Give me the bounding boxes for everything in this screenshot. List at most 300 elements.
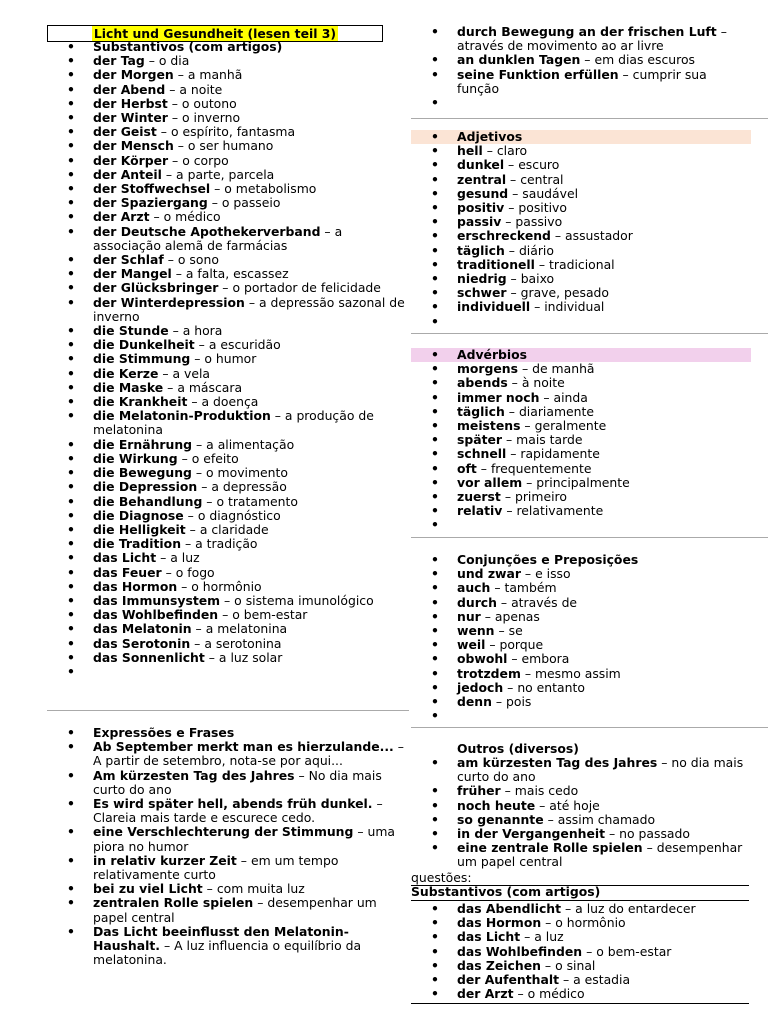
term-translation: pois bbox=[506, 694, 532, 710]
term-translation: o médico bbox=[163, 209, 221, 225]
term-german: Expressões e Frases bbox=[93, 725, 235, 740]
list-item bbox=[411, 229, 751, 243]
term-german: zentral bbox=[457, 171, 507, 187]
term-translation: no entanto bbox=[517, 679, 585, 695]
term-translation: a escuridão bbox=[208, 337, 281, 353]
list-item bbox=[411, 841, 751, 869]
term-dash: – bbox=[517, 986, 524, 1002]
list-item bbox=[47, 253, 409, 267]
section-heading bbox=[411, 130, 751, 144]
term-dash: – bbox=[510, 171, 517, 187]
term-translation: a máscara bbox=[177, 379, 243, 395]
term-german: das Wohlbefinden bbox=[93, 607, 219, 623]
term-german: an dunklen Tagen bbox=[457, 52, 581, 68]
list-item bbox=[47, 854, 409, 882]
term-translation: primeiro bbox=[514, 489, 567, 505]
list-item bbox=[411, 504, 751, 518]
term-translation: o portador de felicidade bbox=[232, 280, 381, 296]
term-translation: apenas bbox=[494, 608, 540, 624]
list-item bbox=[47, 651, 409, 665]
term-translation: frequentemente bbox=[490, 460, 592, 476]
term-dash: – bbox=[524, 929, 531, 945]
term-german: das Licht bbox=[457, 929, 521, 945]
term-translation: claro bbox=[496, 143, 528, 159]
term-dash: – bbox=[162, 365, 169, 381]
term-german: durch bbox=[457, 594, 497, 610]
term-translation: a depressão bbox=[211, 479, 287, 495]
term-dash: – bbox=[274, 408, 281, 424]
term-translation: o tratamento bbox=[216, 493, 298, 509]
others-heading: Outros (diversos) bbox=[457, 741, 579, 756]
list-item bbox=[411, 53, 751, 67]
term-translation: o movimento bbox=[206, 465, 288, 481]
list-item bbox=[411, 25, 751, 53]
term-translation: mais tarde bbox=[516, 432, 583, 448]
term-translation: No dia mais curto do ano bbox=[93, 767, 382, 797]
list-item bbox=[47, 338, 409, 352]
list-item bbox=[411, 945, 751, 959]
term-dash: – bbox=[206, 493, 213, 509]
term-dash: – bbox=[222, 280, 229, 296]
list-item bbox=[47, 125, 409, 139]
list-item bbox=[411, 158, 751, 172]
list-item bbox=[47, 769, 409, 797]
term-translation: com muita luz bbox=[216, 881, 305, 897]
list-item bbox=[411, 272, 751, 286]
term-dash: – bbox=[565, 901, 572, 916]
list-item bbox=[411, 930, 751, 944]
term-translation: a parte, parcela bbox=[176, 166, 275, 182]
term-german: eine zentrale Rolle spielen bbox=[457, 840, 643, 856]
term-translation: a hora bbox=[182, 323, 223, 339]
list-item bbox=[411, 173, 751, 187]
term-dash: – bbox=[257, 895, 264, 911]
term-german: noch heute bbox=[457, 797, 536, 813]
term-german: der Winterdepression bbox=[93, 294, 245, 310]
term-dash: – bbox=[196, 436, 203, 452]
term-dash: – bbox=[181, 450, 188, 466]
term-dash: – bbox=[198, 337, 205, 353]
term-translation: a luz bbox=[534, 929, 564, 945]
term-german: abends bbox=[457, 375, 508, 391]
term-german: so genannte bbox=[457, 811, 544, 827]
term-german: denn bbox=[457, 694, 492, 710]
term-dash: – bbox=[214, 181, 221, 197]
term-translation: o hormônio bbox=[191, 578, 262, 594]
term-german: die Krankheit bbox=[93, 394, 188, 410]
conjunctions-list bbox=[411, 553, 751, 709]
list-item bbox=[47, 594, 409, 608]
term-dash: – bbox=[510, 446, 517, 462]
term-german: morgens bbox=[457, 361, 519, 377]
list-item bbox=[411, 973, 751, 987]
list-item bbox=[411, 784, 751, 798]
term-dash: – bbox=[357, 824, 364, 840]
list-item bbox=[47, 608, 409, 622]
term-german: dunkel bbox=[457, 157, 505, 173]
list-item bbox=[47, 551, 409, 565]
term-german: individuell bbox=[457, 299, 531, 315]
list-item bbox=[47, 409, 409, 437]
term-translation: o bem-estar bbox=[232, 607, 308, 623]
term-german: täglich bbox=[457, 242, 505, 258]
term-dash: – bbox=[500, 594, 508, 610]
term-translation: embora bbox=[521, 651, 570, 667]
term-dash: – bbox=[505, 214, 512, 230]
term-dash: – bbox=[194, 351, 201, 367]
list-item bbox=[411, 244, 751, 258]
list-item bbox=[411, 300, 751, 314]
term-dash: – bbox=[507, 679, 514, 695]
term-german: das Feuer bbox=[93, 564, 162, 580]
adverbs-list bbox=[411, 348, 751, 518]
term-german: das Melatonin bbox=[93, 621, 192, 637]
term-dash: – bbox=[498, 623, 505, 639]
term-dash: – bbox=[538, 256, 546, 272]
term-translation: o dia bbox=[158, 53, 190, 69]
term-translation: positivo bbox=[518, 200, 567, 216]
term-translation: a vela bbox=[172, 365, 210, 381]
term-dash: – bbox=[539, 797, 546, 813]
term-dash: – bbox=[211, 195, 218, 211]
term-german: der Anteil bbox=[93, 166, 162, 182]
term-translation: a claridade bbox=[199, 521, 269, 537]
term-dash: – bbox=[534, 299, 541, 315]
term-german: Es wird später hell, abends früh dunkel. bbox=[93, 796, 373, 812]
list-item bbox=[47, 97, 409, 111]
term-german: relativ bbox=[457, 503, 503, 519]
list-item bbox=[411, 68, 751, 96]
term-german: die Stunde bbox=[93, 323, 169, 339]
section-divider bbox=[411, 118, 768, 119]
list-item bbox=[411, 959, 751, 973]
term-dash: – bbox=[175, 266, 182, 282]
term-translation: baixo bbox=[520, 271, 555, 287]
term-dash: – bbox=[512, 185, 519, 201]
term-dash: – bbox=[526, 474, 533, 490]
term-dash: – bbox=[160, 550, 167, 566]
term-german: das Immunsystem bbox=[93, 592, 221, 608]
term-translation: a luz bbox=[170, 550, 200, 566]
term-translation: o passeio bbox=[221, 195, 281, 211]
term-dash: – bbox=[720, 24, 727, 39]
term-german: bei zu viel Licht bbox=[93, 881, 203, 897]
list-item bbox=[47, 267, 409, 281]
term-german: wenn bbox=[457, 623, 495, 639]
term-german: die Maske bbox=[93, 379, 164, 395]
section-divider bbox=[47, 710, 409, 711]
term-dash: – bbox=[521, 361, 529, 377]
list-item bbox=[47, 111, 409, 125]
term-german: und zwar bbox=[457, 566, 521, 582]
term-dash: – bbox=[376, 796, 383, 812]
list-item bbox=[411, 610, 751, 624]
term-german: in relativ kurzer Zeit bbox=[93, 852, 237, 868]
term-german: jedoch bbox=[457, 679, 504, 695]
term-dash: – bbox=[547, 811, 554, 827]
term-dash: – bbox=[504, 783, 511, 799]
term-german: der Spaziergang bbox=[93, 195, 208, 211]
term-translation: porque bbox=[499, 637, 544, 653]
term-dash: – bbox=[165, 564, 172, 580]
term-german: hell bbox=[457, 143, 483, 159]
term-german: vor allem bbox=[457, 474, 523, 490]
term-dash: – bbox=[584, 52, 591, 68]
term-translation: mesmo assim bbox=[534, 665, 621, 681]
term-translation: de manhã bbox=[532, 361, 595, 377]
list-item bbox=[411, 624, 751, 638]
term-dash: – bbox=[195, 621, 202, 637]
list-item bbox=[411, 667, 751, 681]
term-translation: o corpo bbox=[182, 152, 229, 168]
term-german: schnell bbox=[457, 446, 507, 462]
term-dash: – bbox=[181, 578, 188, 594]
term-german: der Deutsche Apothekerverband bbox=[93, 223, 321, 239]
section-divider bbox=[411, 537, 768, 538]
list-item bbox=[47, 296, 409, 324]
term-german: zuerst bbox=[457, 489, 501, 505]
term-dash: – bbox=[510, 271, 517, 287]
expressions-list bbox=[47, 726, 409, 967]
term-german: trotzdem bbox=[457, 665, 521, 681]
term-german: der Tag bbox=[93, 53, 145, 69]
term-dash: – bbox=[189, 521, 196, 537]
term-dash: – bbox=[480, 460, 487, 476]
term-translation: a falta, escassez bbox=[185, 266, 289, 282]
term-dash: – bbox=[172, 152, 179, 168]
term-translation: saudável bbox=[522, 185, 579, 201]
term-german: erschreckend bbox=[457, 228, 551, 244]
term-german: der Arzt bbox=[457, 986, 514, 1002]
term-german: die Bewegung bbox=[93, 465, 192, 481]
term-translation: a melatonina bbox=[205, 621, 288, 637]
term-german: das Licht bbox=[93, 550, 157, 566]
list-item bbox=[411, 362, 751, 376]
term-german: Advérbios bbox=[457, 347, 528, 362]
list-item bbox=[411, 391, 751, 405]
term-dash: – bbox=[201, 479, 208, 495]
list-item bbox=[47, 825, 409, 853]
list-item bbox=[411, 652, 751, 666]
term-german: Conjunções e Preposições bbox=[457, 552, 639, 567]
term-translation: a estadia bbox=[573, 972, 631, 988]
list-item bbox=[47, 210, 409, 224]
term-translation: desempenhar um papel central bbox=[93, 895, 377, 925]
list-item bbox=[411, 433, 751, 447]
term-translation: desempenhar um papel central bbox=[457, 840, 743, 870]
list-item bbox=[47, 466, 409, 480]
term-german: die Ernährung bbox=[93, 436, 193, 452]
term-dash: – bbox=[222, 607, 229, 623]
term-dash: – bbox=[177, 138, 184, 154]
term-translation: rapidamente bbox=[520, 446, 600, 462]
term-german: Das Licht beeinflusst den Melatonin-Haushalt. bbox=[93, 923, 349, 954]
term-german: der Herbst bbox=[93, 95, 168, 111]
term-german: die Tradition bbox=[93, 536, 182, 552]
term-dash: – bbox=[524, 566, 532, 582]
term-translation: assim chamado bbox=[557, 811, 656, 827]
term-german: weil bbox=[457, 637, 486, 653]
term-german: passiv bbox=[457, 214, 502, 230]
term-dash: – bbox=[489, 637, 496, 653]
list-item bbox=[47, 281, 409, 295]
list-item bbox=[47, 580, 409, 594]
term-dash: – bbox=[177, 67, 184, 83]
term-dash: – bbox=[240, 852, 247, 868]
term-german: gesund bbox=[457, 185, 509, 201]
term-translation: o sinal bbox=[555, 957, 596, 973]
list-item bbox=[411, 286, 751, 300]
term-german: das Zeichen bbox=[457, 957, 541, 973]
term-translation: o sono bbox=[177, 252, 219, 268]
term-german: Substantivos (com artigos) bbox=[93, 39, 283, 54]
section-heading bbox=[411, 348, 751, 362]
term-dash: – bbox=[194, 635, 201, 651]
term-german: nur bbox=[457, 608, 481, 624]
term-german: auch bbox=[457, 580, 491, 596]
others-list bbox=[411, 756, 751, 870]
list-item bbox=[47, 324, 409, 338]
term-german: oft bbox=[457, 460, 477, 476]
list-item bbox=[411, 144, 751, 158]
term-translation: a doença bbox=[201, 394, 259, 410]
term-translation: o diagnóstico bbox=[197, 507, 281, 523]
term-german: früher bbox=[457, 783, 501, 799]
term-dash: – bbox=[195, 465, 203, 481]
term-dash: – bbox=[508, 157, 515, 173]
term-german: die Depression bbox=[93, 479, 198, 495]
term-translation: até hoje bbox=[549, 797, 600, 813]
term-dash: – bbox=[298, 767, 305, 783]
term-translation: o hormônio bbox=[555, 915, 626, 931]
term-german: später bbox=[457, 432, 503, 448]
term-translation: o ser humano bbox=[187, 138, 274, 154]
term-dash: – bbox=[184, 536, 192, 552]
term-german: Ab September merkt man es hierzulande... bbox=[93, 739, 394, 755]
term-translation: a manhã bbox=[187, 67, 243, 83]
term-german: die Stimmung bbox=[93, 351, 191, 367]
term-translation: grave, pesado bbox=[520, 285, 609, 301]
term-dash: – bbox=[511, 375, 518, 391]
term-german: täglich bbox=[457, 403, 505, 419]
list-item bbox=[411, 419, 751, 433]
term-german: am kürzesten Tag des Jahres bbox=[457, 755, 658, 770]
term-german: seine Funktion erfüllen bbox=[457, 66, 619, 82]
list-item bbox=[411, 581, 751, 595]
term-dash: – bbox=[609, 826, 616, 842]
term-dash: – bbox=[171, 110, 179, 126]
list-item bbox=[47, 182, 409, 196]
term-dash: – bbox=[187, 507, 194, 523]
list-item bbox=[47, 40, 409, 54]
term-translation: a luz solar bbox=[218, 649, 283, 665]
list-item bbox=[47, 480, 409, 494]
term-dash: – bbox=[153, 209, 160, 225]
term-german: der Morgen bbox=[93, 67, 174, 83]
list-item bbox=[47, 395, 409, 409]
term-translation: diário bbox=[518, 242, 554, 258]
list-item bbox=[411, 681, 751, 695]
term-dash: – bbox=[504, 489, 512, 505]
term-german: meistens bbox=[457, 418, 521, 434]
term-translation: e isso bbox=[535, 566, 571, 582]
term-translation: através de movimento ao ar livre bbox=[457, 38, 664, 54]
term-german: der Schlaf bbox=[93, 252, 164, 268]
term-translation: o médico bbox=[527, 986, 585, 1002]
term-translation: a associação alemã de farmácias bbox=[93, 223, 343, 253]
list-item bbox=[47, 452, 409, 466]
questions-list bbox=[411, 902, 751, 1001]
list-item bbox=[411, 215, 751, 229]
term-translation: o inverno bbox=[181, 110, 241, 126]
term-dash: – bbox=[208, 649, 215, 665]
term-german: die Dunkelheit bbox=[93, 337, 195, 353]
list-item bbox=[47, 566, 409, 580]
term-german: in der Vergangenheit bbox=[457, 826, 606, 842]
term-german: niedrig bbox=[457, 271, 507, 287]
list-item bbox=[47, 139, 409, 153]
term-german: der Aufenthalt bbox=[457, 972, 559, 988]
term-german: immer noch bbox=[457, 389, 540, 405]
adjectives-list bbox=[411, 130, 751, 315]
term-german: die Helligkeit bbox=[93, 521, 186, 537]
list-item bbox=[47, 168, 409, 182]
term-dash: – bbox=[160, 124, 167, 140]
term-dash: – bbox=[562, 972, 570, 988]
term-dash: – bbox=[148, 53, 155, 69]
list-item bbox=[47, 740, 409, 768]
term-translation: através de bbox=[511, 594, 578, 610]
term-dash: – bbox=[524, 665, 532, 681]
questions-rule-bottom bbox=[411, 1003, 749, 1004]
list-item bbox=[47, 622, 409, 636]
list-item bbox=[411, 695, 751, 709]
term-dash: – bbox=[163, 938, 171, 954]
term-dash: – bbox=[544, 957, 552, 973]
term-german: der Geist bbox=[93, 124, 157, 140]
term-dash: – bbox=[167, 379, 174, 395]
list-item bbox=[47, 83, 409, 97]
list-item bbox=[411, 813, 751, 827]
term-german: die Behandlung bbox=[93, 493, 203, 509]
term-dash: – bbox=[508, 242, 515, 258]
term-dash: – bbox=[508, 200, 515, 216]
term-translation: a alimentação bbox=[206, 436, 295, 452]
term-german: das Wohlbefinden bbox=[457, 943, 583, 959]
term-translation: a tradição bbox=[195, 536, 258, 552]
term-german: der Arzt bbox=[93, 209, 150, 225]
term-german: das Hormon bbox=[457, 915, 542, 931]
term-translation: principalmente bbox=[536, 474, 630, 490]
term-translation: diariamente bbox=[518, 403, 594, 419]
term-german: der Abend bbox=[93, 81, 166, 97]
term-dash: – bbox=[167, 252, 174, 268]
term-dash: – bbox=[486, 143, 493, 159]
list-item bbox=[411, 476, 751, 490]
list-item bbox=[411, 201, 751, 215]
list-item bbox=[411, 376, 751, 390]
list-item bbox=[411, 490, 751, 504]
term-dash: – bbox=[484, 608, 491, 624]
term-dash: – bbox=[646, 840, 653, 856]
term-german: schwer bbox=[457, 285, 507, 301]
term-translation: o sistema imunológico bbox=[234, 592, 374, 608]
term-german: durch Bewegung an der frischen Luft bbox=[457, 24, 717, 39]
term-dash: – bbox=[661, 755, 668, 770]
list-item bbox=[411, 756, 751, 784]
section-divider bbox=[411, 333, 768, 334]
term-translation: passivo bbox=[515, 214, 563, 230]
